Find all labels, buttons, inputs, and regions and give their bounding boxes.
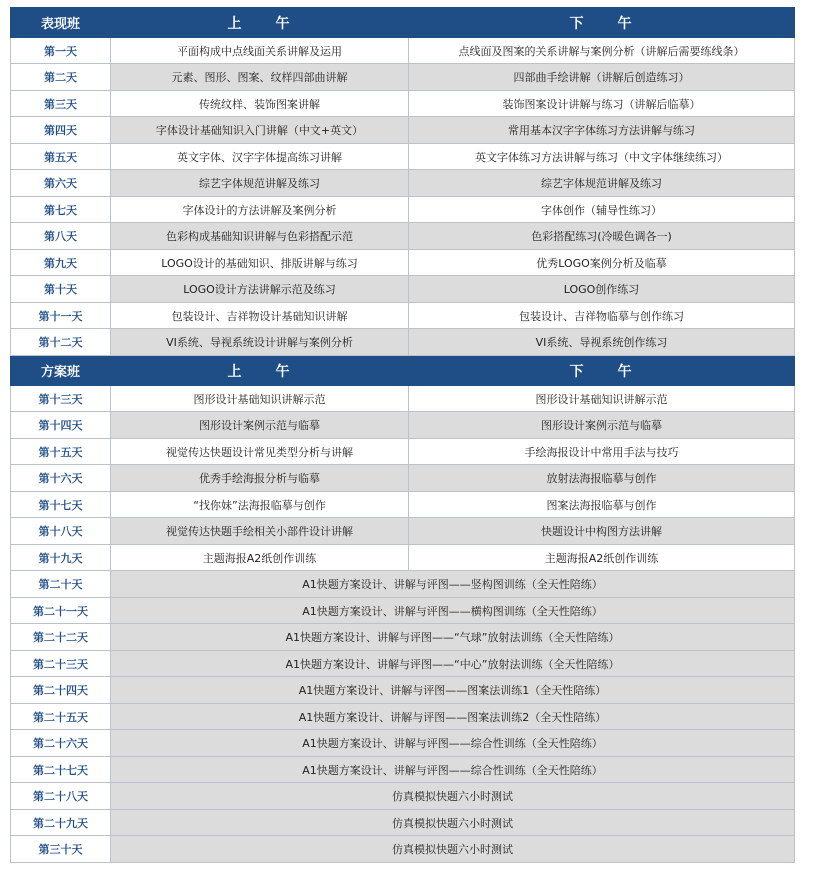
full-day-cell: A1快题方案设计、讲解与评图——横构图训练（全天性陪练） <box>111 598 795 624</box>
full-day-cell: A1快题方案设计、讲解与评图——图案法训练1（全天性陪练） <box>111 677 795 704</box>
full-day-cell: A1快题方案设计、讲解与评图——综合性训练（全天性陪练） <box>111 730 795 757</box>
morning-cell: 元素、图形、图案、纹样四部曲讲解 <box>111 64 409 91</box>
section-title: 方案班 <box>11 356 111 386</box>
morning-header: 上 午 <box>111 356 409 386</box>
schedule <box>10 7 794 863</box>
morning-cell: 包装设计、吉祥物设计基础知识讲解 <box>111 303 409 329</box>
full-day-cell: 仿真模拟快题六小时测试 <box>111 836 795 863</box>
morning-cell: LOGO设计的基础知识、排版讲解与练习 <box>111 250 409 276</box>
table-row <box>11 704 795 730</box>
morning-cell: 图形设计基础知识讲解示范 <box>111 386 409 412</box>
table-row <box>11 250 795 276</box>
full-day-cell: 仿真模拟快题六小时测试 <box>111 783 795 810</box>
table-row <box>11 38 795 64</box>
afternoon-cell: 优秀LOGO案例分析及临摹 <box>409 250 795 276</box>
full-day-cell: 仿真模拟快题六小时测试 <box>111 810 795 836</box>
morning-cell: VI系统、导视系统设计讲解与案例分析 <box>111 329 409 356</box>
day-label: 第十九天 <box>11 545 111 571</box>
table-row <box>11 598 795 624</box>
morning-cell: 字体设计基础知识入门讲解（中文+英文） <box>111 117 409 144</box>
table-row <box>11 303 795 329</box>
section-title: 表现班 <box>11 8 111 38</box>
day-label: 第二十一天 <box>11 598 111 624</box>
table-row <box>11 170 795 197</box>
table-row <box>11 545 795 571</box>
full-day-cell: A1快题方案设计、讲解与评图——图案法训练2（全天性陪练） <box>111 704 795 730</box>
day-label: 第九天 <box>11 250 111 276</box>
morning-cell: 综艺字体规范讲解及练习 <box>111 170 409 197</box>
day-label: 第八天 <box>11 223 111 250</box>
section-header <box>11 8 795 38</box>
afternoon-cell: 图形设计案例示范与临摹 <box>409 412 795 439</box>
day-label: 第十一天 <box>11 303 111 329</box>
day-label: 第二十天 <box>11 571 111 598</box>
day-label: 第六天 <box>11 170 111 197</box>
morning-header: 上 午 <box>111 8 409 38</box>
afternoon-cell: 装饰图案设计讲解与练习（讲解后临摹） <box>409 91 795 117</box>
morning-cell: 优秀手绘海报分析与临摹 <box>111 465 409 492</box>
day-label: 第十三天 <box>11 386 111 412</box>
day-label: 第十二天 <box>11 329 111 356</box>
table-row <box>11 64 795 91</box>
day-label: 第二天 <box>11 64 111 91</box>
day-label: 第二十六天 <box>11 730 111 757</box>
schedule-table <box>10 7 795 863</box>
table-row <box>11 412 795 439</box>
day-label: 第十七天 <box>11 492 111 518</box>
day-label: 第二十四天 <box>11 677 111 704</box>
day-label: 第十四天 <box>11 412 111 439</box>
afternoon-cell: 四部曲手绘讲解（讲解后创造练习） <box>409 64 795 91</box>
table-row <box>11 757 795 783</box>
day-label: 第二十九天 <box>11 810 111 836</box>
afternoon-cell: 图案法海报临摹与创作 <box>409 492 795 518</box>
day-label: 第十八天 <box>11 518 111 545</box>
table-row <box>11 386 795 412</box>
day-label: 第一天 <box>11 38 111 64</box>
day-label: 第三十天 <box>11 836 111 863</box>
section-header <box>11 356 795 386</box>
afternoon-cell: 点线面及图案的关系讲解与案例分析（讲解后需要练线条） <box>409 38 795 64</box>
day-label: 第十五天 <box>11 439 111 465</box>
full-day-cell: A1快题方案设计、讲解与评图——“中心”放射法训练（全天性陪练） <box>111 651 795 677</box>
table-row <box>11 571 795 598</box>
afternoon-header: 下 午 <box>409 356 795 386</box>
afternoon-header: 下 午 <box>409 8 795 38</box>
full-day-cell: A1快题方案设计、讲解与评图——综合性训练（全天性陪练） <box>111 757 795 783</box>
day-label: 第二十三天 <box>11 651 111 677</box>
table-row <box>11 810 795 836</box>
table-row <box>11 677 795 704</box>
table-row <box>11 492 795 518</box>
table-row <box>11 624 795 651</box>
afternoon-cell: 主题海报A2纸创作训练 <box>409 545 795 571</box>
table-row <box>11 276 795 303</box>
table-row <box>11 651 795 677</box>
day-label: 第五天 <box>11 144 111 170</box>
morning-cell: 主题海报A2纸创作训练 <box>111 545 409 571</box>
day-label: 第二十二天 <box>11 624 111 651</box>
afternoon-cell: 综艺字体规范讲解及练习 <box>409 170 795 197</box>
table-row <box>11 144 795 170</box>
day-label: 第二十八天 <box>11 783 111 810</box>
table-row <box>11 439 795 465</box>
afternoon-cell: 常用基本汉字字体练习方法讲解与练习 <box>409 117 795 144</box>
morning-cell: “找你妹”法海报临摹与创作 <box>111 492 409 518</box>
table-row <box>11 730 795 757</box>
day-label: 第十天 <box>11 276 111 303</box>
day-label: 第二十五天 <box>11 704 111 730</box>
table-row <box>11 91 795 117</box>
morning-cell: 视觉传达快题手绘相关小部件设计讲解 <box>111 518 409 545</box>
day-label: 第三天 <box>11 91 111 117</box>
afternoon-cell: 快题设计中构图方法讲解 <box>409 518 795 545</box>
table-row <box>11 783 795 810</box>
table-row <box>11 518 795 545</box>
day-label: 第七天 <box>11 197 111 223</box>
morning-cell: 字体设计的方法讲解及案例分析 <box>111 197 409 223</box>
morning-cell: LOGO设计方法讲解示范及练习 <box>111 276 409 303</box>
morning-cell: 视觉传达快题设计常见类型分析与讲解 <box>111 439 409 465</box>
full-day-cell: A1快题方案设计、讲解与评图——竖构图训练（全天性陪练） <box>111 571 795 598</box>
morning-cell: 平面构成中点线面关系讲解及运用 <box>111 38 409 64</box>
afternoon-cell: 包装设计、吉祥物临摹与创作练习 <box>409 303 795 329</box>
afternoon-cell: VI系统、导视系统创作练习 <box>409 329 795 356</box>
day-label: 第二十七天 <box>11 757 111 783</box>
table-row <box>11 329 795 356</box>
table-row <box>11 465 795 492</box>
table-row <box>11 223 795 250</box>
afternoon-cell: 手绘海报设计中常用手法与技巧 <box>409 439 795 465</box>
morning-cell: 色彩构成基础知识讲解与色彩搭配示范 <box>111 223 409 250</box>
afternoon-cell: 字体创作（辅导性练习） <box>409 197 795 223</box>
table-row <box>11 836 795 863</box>
table-row <box>11 117 795 144</box>
day-label: 第四天 <box>11 117 111 144</box>
afternoon-cell: LOGO创作练习 <box>409 276 795 303</box>
afternoon-cell: 放射法海报临摹与创作 <box>409 465 795 492</box>
morning-cell: 图形设计案例示范与临摹 <box>111 412 409 439</box>
morning-cell: 传统纹样、装饰图案讲解 <box>111 91 409 117</box>
full-day-cell: A1快题方案设计、讲解与评图——“气球”放射法训练（全天性陪练） <box>111 624 795 651</box>
afternoon-cell: 图形设计基础知识讲解示范 <box>409 386 795 412</box>
afternoon-cell: 英文字体练习方法讲解与练习（中文字体继续练习） <box>409 144 795 170</box>
afternoon-cell: 色彩搭配练习(冷暖色调各一) <box>409 223 795 250</box>
day-label: 第十六天 <box>11 465 111 492</box>
table-row <box>11 197 795 223</box>
morning-cell: 英文字体、汉字字体提高练习讲解 <box>111 144 409 170</box>
